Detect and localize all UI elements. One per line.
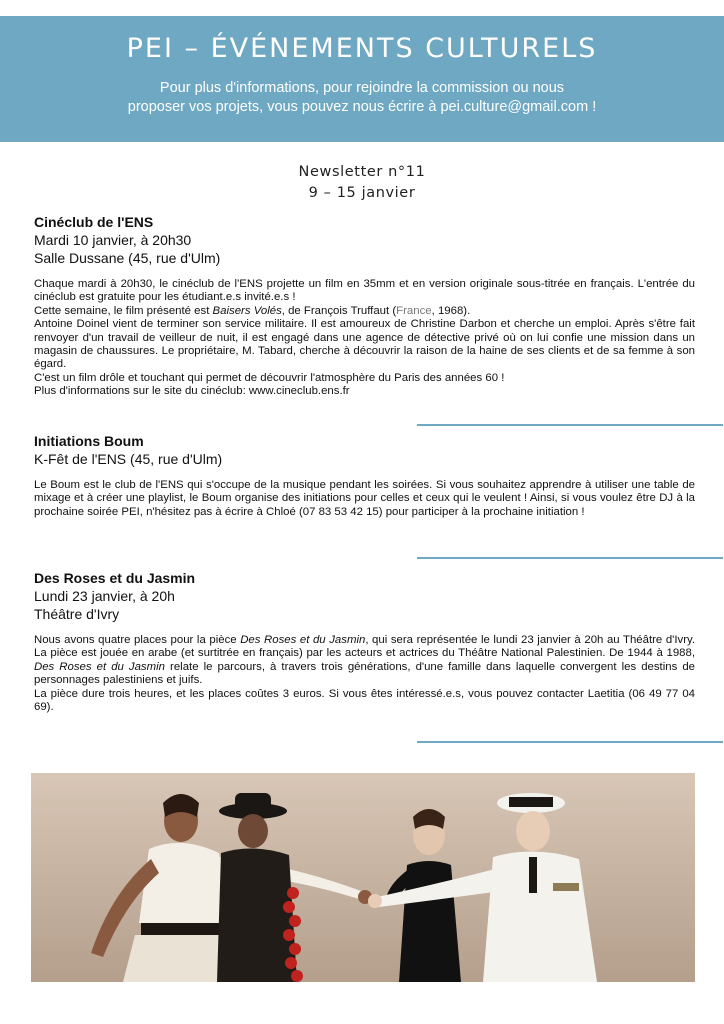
event-description [34, 278, 695, 399]
event-place: Théâtre d'Ivry [34, 606, 120, 622]
event-date: Lundi 23 janvier, à 20h [34, 588, 175, 604]
paragraph: Chaque mardi à 20h30, le cinéclub de l'ENS projette un film en 35mm et en version originale sous-titrée en français. L'entrée du cinéclub est gratuite pour les étudiant.e.s invité.e.s ! [34, 278, 695, 304]
paragraph: La pièce dure trois heures, et les places coûtes 3 euros. Si vous êtes intéressé.e.s, vous pouvez contacter Laetitia (06 49 77 04 69). [34, 687, 695, 714]
header-line-1: Pour plus d'informations, pour rejoindre la commission ou nous [159, 80, 565, 96]
event-title: Des Roses et du Jasmin [34, 570, 196, 586]
film-title: Baisers Volés [212, 304, 282, 317]
event-description [34, 479, 695, 519]
paragraph: Antoine Doinel vient de terminer son service militaire. Il est amoureux de Christine Darbon et cherche un emploi. Après s'être fait renvoyer d'un travail de veilleur de nuit, il est engagé dans une agence de détective privé où on lui confie une mission dans un magasin de chaussures. Le propriétaire, M. Tabard, cherche à découvrir la raison de la haine de ses clients et de sa femme à son égard. [34, 318, 695, 371]
photo-illustration [31, 773, 695, 982]
text: , 1968). [431, 304, 471, 317]
section-divider [417, 557, 723, 559]
header-banner [0, 16, 724, 142]
event-des-roses-et-du-jasmin [34, 570, 695, 714]
event-date: Mardi 10 janvier, à 20h30 [34, 232, 192, 248]
film-country: France [396, 304, 432, 317]
text: Cette semaine, le film présenté est [34, 304, 213, 317]
event-place: Salle Dussane (45, rue d'Ulm) [34, 250, 221, 266]
event-description [34, 634, 695, 714]
theatre-stage-photo [31, 773, 695, 982]
paragraph: Le Boum est le club de l'ENS qui s'occupe de la musique pendant les soirées. Si vous souhaitez apprendre à utiliser une table de mixage et à créer une playlist, le Boum organise des initiations pour celles et ceux qui le veulent ! Ainsi, si vous voulez être DJ à la prochaine soirée PEI, n'hésitez pas à écrire à Chloé (07 83 53 42 15) pour participer à la prochaine initiation ! [34, 479, 695, 518]
header-line-2: proposer vos projets, vous pouvez nous écrire à pei.culture@gmail.com ! [127, 99, 597, 115]
text: , qui sera représentée le lundi 23 janvier à 20h au Théâtre d'Ivry. La pièce est jouée en arabe (et surtitrée en français) par les acteurs et actrices du Théâtre National Palestinien. De 1944 à 1988, [34, 634, 696, 660]
event-title: Initiations Boum [34, 433, 144, 449]
paragraph [34, 634, 695, 688]
paragraph [34, 305, 695, 318]
event-title: Cinéclub de l'ENS [34, 214, 154, 230]
event-place: K-Fêt de l'ENS (45, rue d'Ulm) [34, 451, 223, 467]
section-divider [417, 741, 723, 743]
hand [368, 894, 382, 908]
text: , de François Truffaut ( [281, 304, 397, 317]
newsletter-info [0, 162, 724, 204]
stage-backdrop [31, 773, 695, 982]
text: relate le parcours, à travers trois générations, d'une famille dans laquelle convergent les destins de personnages palestiniens et juifs. [34, 660, 696, 687]
section-divider [417, 424, 723, 426]
paragraph: Plus d'informations sur le site du cinéclub: www.cineclub.ens.fr [34, 385, 350, 398]
text: Nous avons quatre places pour la pièce [34, 634, 241, 646]
event-cineclub [34, 214, 695, 399]
event-initiations-boum [34, 433, 695, 519]
page-title: PEI – ÉVÉNEMENTS CULTURELS [126, 33, 598, 64]
header-contact-text [0, 79, 724, 117]
newsletter-dates: 9 – 15 janvier [308, 185, 416, 201]
paragraph: C'est un film drôle et touchant qui permet de découvrir l'atmosphère du Paris des années 60 ! [34, 371, 505, 384]
newsletter-number: Newsletter n°11 [298, 164, 426, 180]
play-title: Des Roses et du Jasmin [34, 660, 165, 673]
play-title: Des Roses et du Jasmin [240, 634, 366, 646]
